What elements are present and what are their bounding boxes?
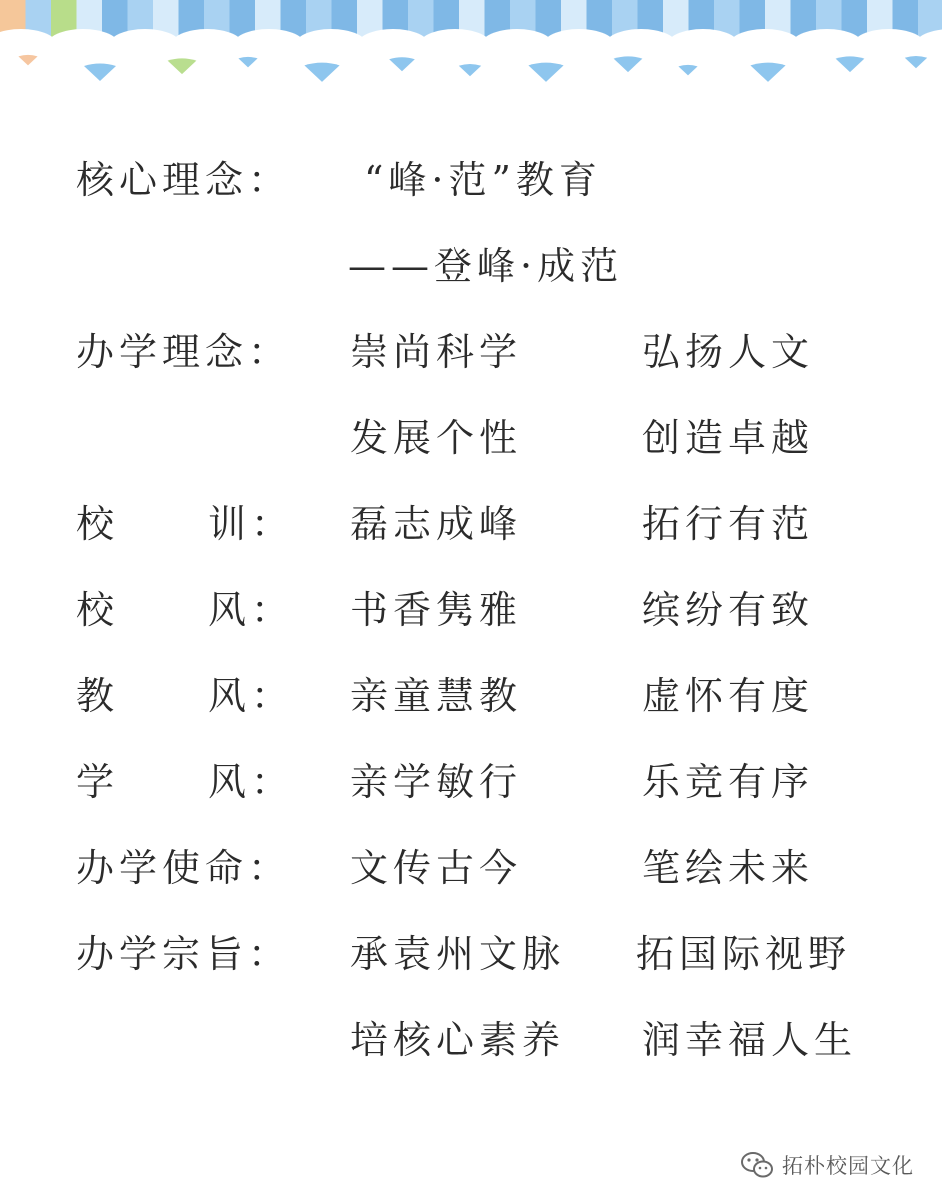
watermark	[740, 1150, 914, 1180]
header-cloud	[357, 29, 429, 61]
value-philosophy-3: 发展个性	[350, 416, 523, 460]
value-teaching-1: 亲童慧教	[350, 674, 523, 718]
label-teaching-style-left: 教	[76, 674, 120, 718]
row-school-purpose-2	[0, 1010, 942, 1070]
value-purpose-1: 承袁州文脉	[350, 932, 566, 976]
row-school-spirit	[0, 580, 942, 640]
watermark-text: 拓朴校园文化	[782, 1154, 914, 1178]
label-school-mission: 办学使命：	[76, 846, 292, 890]
label-teaching-style-right: 风：	[207, 674, 294, 718]
label-school-spirit-left: 校	[76, 588, 120, 632]
label-teaching-style	[76, 666, 294, 726]
value-spirit-1: 书香隽雅	[350, 588, 523, 632]
value-philosophy-1: 崇尚科学	[350, 330, 523, 374]
label-school-motto	[76, 494, 294, 554]
value-philosophy-2: 弘扬人文	[642, 330, 815, 374]
label-school-motto-left: 校	[76, 502, 120, 546]
row-core-concept-sub	[0, 236, 942, 296]
value-core-concept-sub: ——登峰·成范	[348, 244, 624, 288]
row-school-mission	[0, 838, 942, 898]
label-school-spirit	[76, 580, 294, 640]
label-school-philosophy: 办学理念：	[76, 330, 292, 374]
value-study-2: 乐竞有序	[642, 760, 815, 804]
value-spirit-2: 缤纷有致	[642, 588, 815, 632]
row-core-concept	[0, 150, 942, 210]
label-school-spirit-right: 风：	[207, 588, 294, 632]
header-cloud	[419, 29, 491, 61]
header-cloud	[605, 29, 677, 61]
value-purpose-4: 润幸福人生	[642, 1018, 858, 1062]
row-school-philosophy-2	[0, 408, 942, 468]
header-cloud	[233, 29, 305, 61]
header-cloud	[791, 29, 863, 61]
value-motto-1: 磊志成峰	[350, 502, 523, 546]
header-cloud	[729, 29, 801, 61]
wechat-icon	[740, 1151, 774, 1179]
row-school-philosophy	[0, 322, 942, 382]
header-cloud	[109, 29, 181, 61]
row-school-purpose	[0, 924, 942, 984]
header-cloud	[171, 29, 243, 61]
label-study-style-left: 学	[76, 760, 120, 804]
header-cloud	[47, 29, 119, 61]
value-core-concept: “峰·范”教育	[364, 158, 602, 202]
header-cloud	[295, 29, 367, 61]
decorative-header	[0, 0, 942, 95]
header-cloud	[667, 29, 739, 61]
value-teaching-2: 虚怀有度	[642, 674, 815, 718]
label-study-style	[76, 752, 294, 812]
row-school-motto	[0, 494, 942, 554]
label-school-purpose: 办学宗旨：	[76, 932, 292, 976]
value-philosophy-4: 创造卓越	[642, 416, 815, 460]
value-purpose-2: 拓国际视野	[636, 932, 852, 976]
label-core-concept: 核心理念：	[76, 158, 292, 202]
value-study-1: 亲学敏行	[350, 760, 523, 804]
header-cloud	[481, 29, 553, 61]
row-teaching-style	[0, 666, 942, 726]
label-study-style-right: 风：	[207, 760, 294, 804]
row-study-style	[0, 752, 942, 812]
label-school-motto-right: 训：	[207, 502, 294, 546]
header-cloud	[543, 29, 615, 61]
value-mission-2: 笔绘未来	[642, 846, 815, 890]
value-mission-1: 文传古今	[350, 846, 523, 890]
value-motto-2: 拓行有范	[642, 502, 815, 546]
header-stripes-graphic	[0, 0, 942, 95]
value-purpose-3: 培核心素养	[350, 1018, 566, 1062]
